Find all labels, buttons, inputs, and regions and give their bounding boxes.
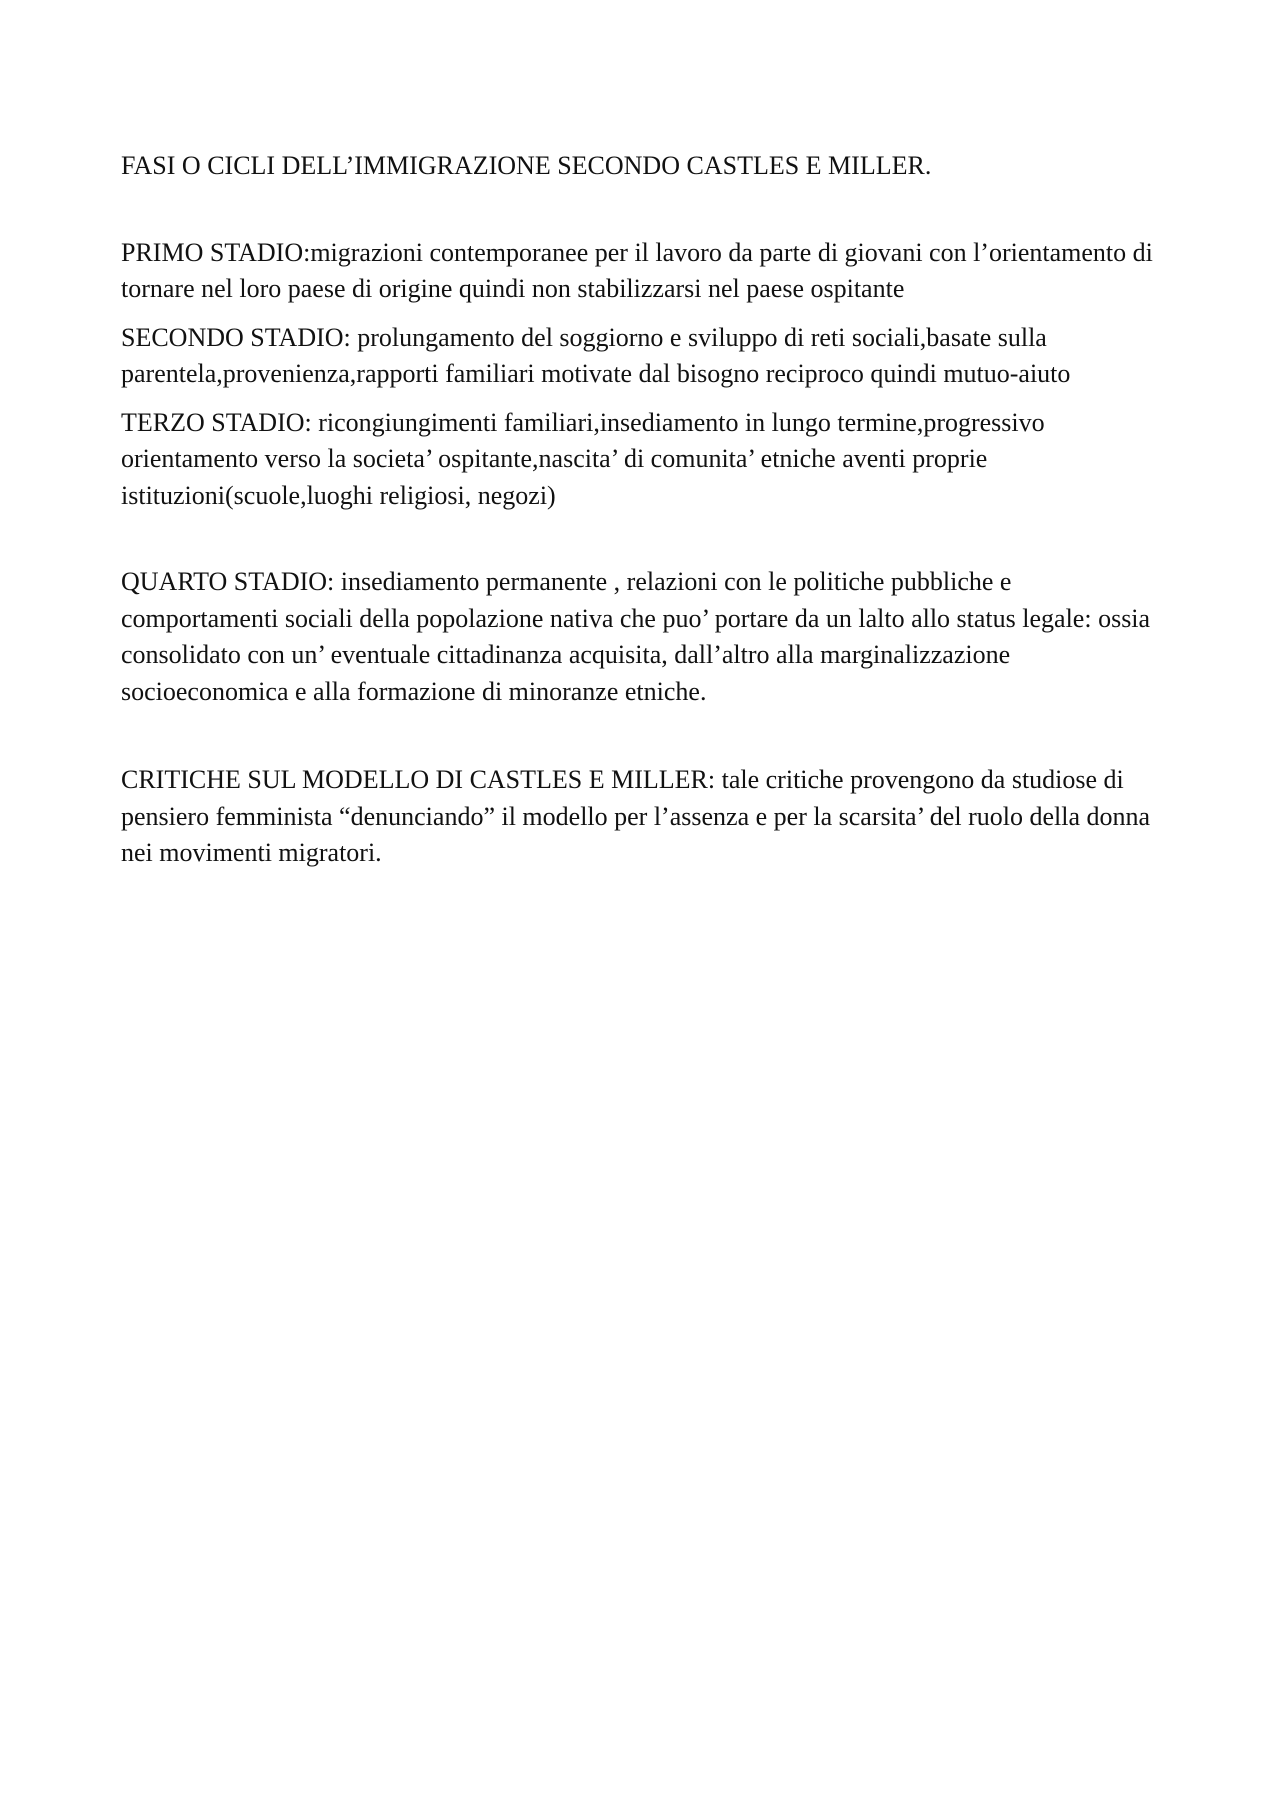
paragraph-quarto-stadio: QUARTO STADIO: insediamento permanente , relazioni con le politiche pubbliche e comportamenti sociali della popolazione nativa che puo’ portare da un lalto allo status legale: ossia consolidato con un’ eventuale cittadinanza acquisita, dall’altro alla marginalizzazione socioeconomica e alla formazione di minoranze etniche. bbox=[121, 567, 1151, 706]
document-title: FASI O CICLI DELL’IMMIGRAZIONE SECONDO CASTLES E MILLER. bbox=[121, 151, 932, 180]
paragraph-critiche: CRITICHE SUL MODELLO DI CASTLES E MILLER: tale critiche provengono da studiose di pensiero femminista “denunciando” il modello per l’assenza e per la scarsita’ del ruolo della donna nei movimenti migratori. bbox=[121, 765, 1151, 867]
document-body bbox=[121, 148, 1171, 884]
paragraph-secondo-stadio: SECONDO STADIO: prolungamento del soggiorno e sviluppo di reti sociali,basate sulla parentela,provenienza,rapporti familiari motivate dal bisogno reciproco quindi mutuo-aiuto bbox=[121, 322, 1071, 388]
paragraph-primo-stadio: PRIMO STADIO:migrazioni contemporanee per il lavoro da parte di giovani con l’orientamento di tornare nel loro paese di origine quindi non stabilizzarsi nel paese ospitante bbox=[121, 237, 1153, 303]
paragraph-terzo-stadio: TERZO STADIO: ricongiungimenti familiari,insediamento in lungo termine,progressivo orientamento verso la societa’ ospitante,nascita’ di comunita’ etniche aventi proprie istituzioni(scuole,luoghi religiosi, negozi) bbox=[121, 407, 1045, 510]
